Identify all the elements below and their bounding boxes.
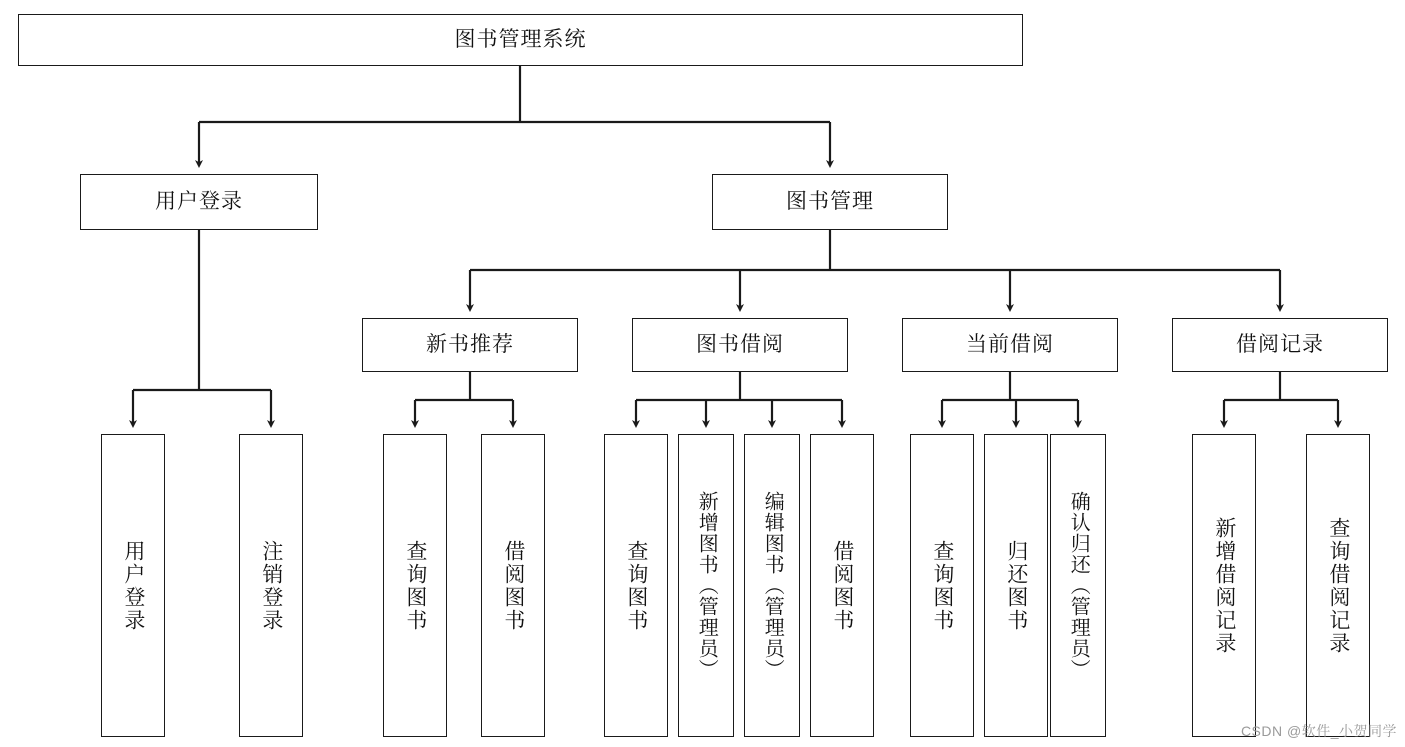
leaf-query-borrow-record[interactable]: 查询借阅记录: [1306, 434, 1370, 737]
leaf-return-book[interactable]: 归还图书: [984, 434, 1048, 737]
node-new-book-recommend[interactable]: 新书推荐: [362, 318, 578, 372]
leaf-add-book-admin[interactable]: 新增图书（管理员）: [678, 434, 734, 737]
node-borrow-record[interactable]: 借阅记录: [1172, 318, 1388, 372]
leaf-query-book-borrow[interactable]: 查询图书: [604, 434, 668, 737]
node-current-borrow[interactable]: 当前借阅: [902, 318, 1118, 372]
leaf-confirm-return-admin[interactable]: 确认归还（管理员）: [1050, 434, 1106, 737]
node-book-borrow[interactable]: 图书借阅: [632, 318, 848, 372]
leaf-query-book-recommend[interactable]: 查询图书: [383, 434, 447, 737]
leaf-query-book-current[interactable]: 查询图书: [910, 434, 974, 737]
node-user-login[interactable]: 用户登录: [80, 174, 318, 230]
leaf-edit-book-admin[interactable]: 编辑图书（管理员）: [744, 434, 800, 737]
leaf-add-borrow-record[interactable]: 新增借阅记录: [1192, 434, 1256, 737]
leaf-borrow-book-borrow[interactable]: 借阅图书: [810, 434, 874, 737]
leaf-user-logout[interactable]: 注销登录: [239, 434, 303, 737]
node-book-management[interactable]: 图书管理: [712, 174, 948, 230]
watermark-text: CSDN @软件_小贺同学: [1240, 723, 1397, 739]
leaf-borrow-book-recommend[interactable]: 借阅图书: [481, 434, 545, 737]
leaf-user-login[interactable]: 用户登录: [101, 434, 165, 737]
node-root[interactable]: 图书管理系统: [18, 14, 1023, 66]
